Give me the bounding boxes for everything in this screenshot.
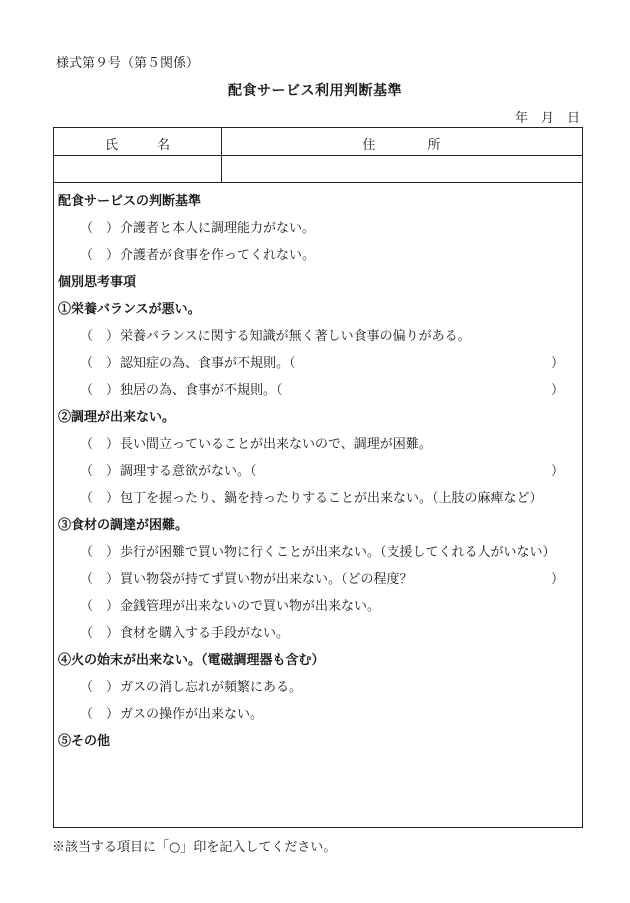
criteria-item: [80, 676, 574, 695]
criteria-item: [80, 379, 574, 398]
check-parentheses[interactable]: （ ）: [80, 491, 120, 506]
check-parentheses[interactable]: （ ）: [80, 626, 120, 641]
criteria-item: [80, 703, 574, 722]
criteria-text: 介護者と本人に調理能力がない。: [120, 221, 316, 236]
section-heading: 配食サービスの判断基準: [58, 194, 202, 209]
check-parentheses[interactable]: （ ）: [80, 383, 120, 398]
check-parentheses[interactable]: （ ）: [80, 572, 120, 587]
criteria-text: 歩行が困難で買い物に行くことが出来ない。（支援してくれる人がいない）: [120, 545, 556, 560]
check-parentheses[interactable]: （ ）: [80, 464, 120, 479]
criteria-text: 金銭管理が出来ないので買い物が出来ない。: [120, 599, 381, 614]
check-parentheses[interactable]: （ ）: [80, 545, 120, 560]
section-heading: ②調理が出来ない。: [58, 410, 176, 425]
closing-paren: ）: [550, 356, 564, 371]
criteria-item: [80, 487, 574, 506]
form-table: [53, 127, 583, 828]
criteria-item: [80, 352, 574, 371]
criteria-item: [80, 244, 574, 263]
criteria-text: 栄養バランスに関する知識が無く著しい食事の偏りがある。: [120, 329, 471, 344]
criteria-text: 認知症の為、食事が不規則。（: [120, 356, 296, 371]
input-row-divider: [54, 182, 582, 183]
criteria-text: 買い物袋が持てず買い物が出来ない。（どの程度？: [120, 572, 413, 587]
name-header: 氏 名: [104, 138, 170, 153]
criteria-item: [80, 622, 574, 641]
name-field[interactable]: [56, 157, 219, 180]
criteria-text: ガスの操作が出来ない。: [120, 707, 264, 722]
criteria-text: 長い間立っていることが出来ないので、調理が困難。: [120, 437, 432, 452]
criteria-item: [80, 325, 574, 344]
check-parentheses[interactable]: （ ）: [80, 680, 120, 695]
criteria-text: 独居の為、食事が不規則。（: [120, 383, 283, 398]
section-heading: ④火の始末が出来ない。（電磁調理器も含む）: [58, 653, 325, 668]
footnote: ※該当する項目に「○」印を記入してください。: [52, 840, 337, 855]
criteria-text: 調理する意欲がない。（: [120, 464, 257, 479]
address-field[interactable]: [224, 157, 580, 180]
section-heading: ⑤その他: [58, 734, 111, 749]
criteria-text: 食材を購入する手段がない。: [120, 626, 290, 641]
header-divider: [54, 155, 582, 156]
check-parentheses[interactable]: （ ）: [80, 329, 120, 344]
section-heading: 個別思考事項: [58, 275, 137, 290]
check-parentheses[interactable]: （ ）: [80, 356, 120, 371]
check-parentheses[interactable]: （ ）: [80, 707, 120, 722]
criteria-item: [80, 595, 574, 614]
date-fields[interactable]: 年 月 日: [514, 111, 580, 126]
address-header: 住 所: [362, 138, 441, 153]
criteria-item: [80, 217, 574, 236]
check-parentheses[interactable]: （ ）: [80, 248, 120, 263]
check-parentheses[interactable]: （ ）: [80, 221, 120, 236]
closing-paren: ）: [550, 572, 564, 587]
check-parentheses[interactable]: （ ）: [80, 599, 120, 614]
criteria-text: 包丁を握ったり、鍋を持ったりすることが出来ない。（上肢の麻痺など）: [120, 491, 543, 506]
criteria-text: ガスの消し忘れが頻繁にある。: [120, 680, 303, 695]
criteria-text: 介護者が食事を作ってくれない。: [120, 248, 316, 263]
page-title: 配食サービス利用判断基準: [228, 83, 402, 99]
criteria-item: [80, 460, 574, 479]
form-number: 様式第９号（第５関係）: [56, 56, 200, 71]
section-heading: ③食材の調達が困難。: [58, 518, 189, 533]
closing-paren: ）: [550, 383, 564, 398]
closing-paren: ）: [550, 464, 564, 479]
criteria-item: [80, 568, 574, 587]
criteria-item: [80, 433, 574, 452]
criteria-item: [80, 541, 574, 560]
section-heading: ①栄養バランスが悪い。: [58, 302, 201, 317]
check-parentheses[interactable]: （ ）: [80, 437, 120, 452]
